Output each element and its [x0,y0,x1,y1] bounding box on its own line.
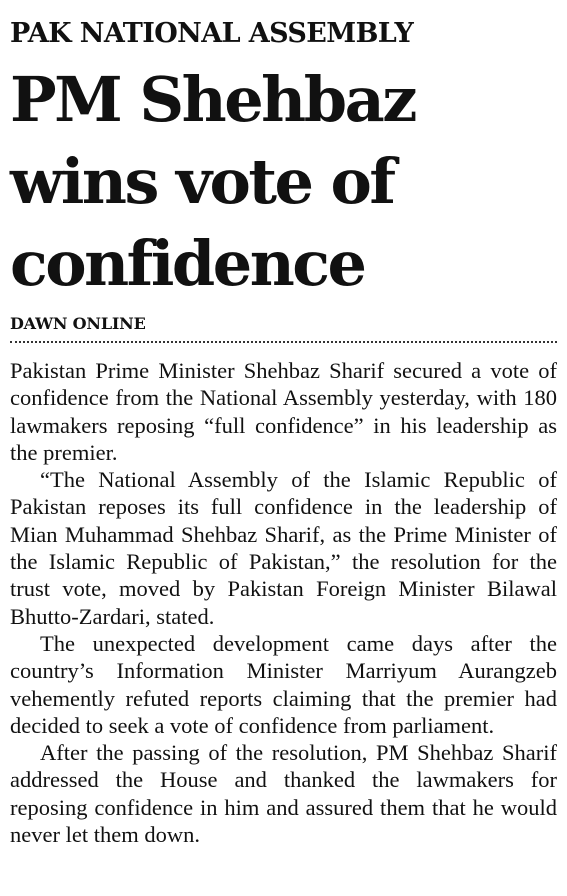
article-body [10,357,557,848]
byline: DAWN ONLINE [10,314,146,333]
section-kicker: PAK NATIONAL ASSEMBLY [10,18,414,49]
article-paragraph: After the passing of the resolution, PM Shehbaz Sharif addressed the House and thanked the lawmakers for reposing confidence in him and assured them that he would never let them down. [10,740,557,848]
article-headline: PM Shehbaz wins vote of confidence [10,63,415,300]
article-paragraph: Pakistan Prime Minister Shehbaz Sharif secured a vote of confidence from the National Assembly yesterday, with 180 lawmakers reposing “full confidence” in his leadership as the premier. [10,358,557,465]
news-article [10,14,557,848]
dotted-divider [10,341,557,343]
article-paragraph: The unexpected development came days after the country’s Information Minister Marriyum Aurangzeb vehemently refuted reports claiming that the premier had decided to seek a vote of confidence from parliament. [10,630,557,738]
article-paragraph: “The National Assembly of the Islamic Republic of Pakistan reposes its full confidence in the leadership of Mian Muhammad Shehbaz Sharif, as the Prime Minister of the Islamic Republic of Pakistan,” the resolution for the trust vote, moved by Pakistan Foreign Minister Bilawal Bhutto-Zardari, stated. [10,467,557,629]
